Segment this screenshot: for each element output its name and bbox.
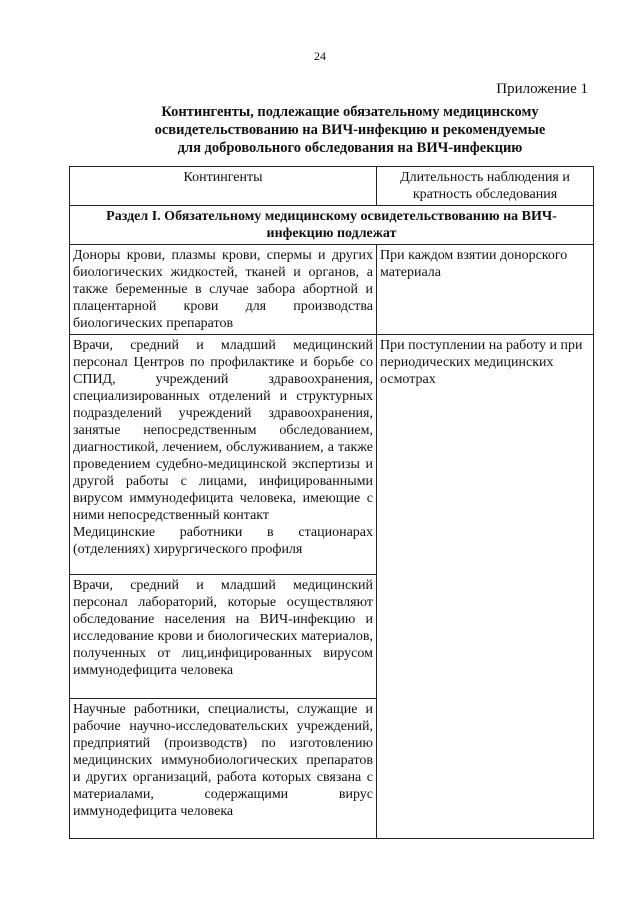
table-header-row <box>70 167 594 206</box>
merged-duration-cell <box>377 335 594 839</box>
duration-text: При поступлении на работу и при периодических медицинских осмотрах <box>380 338 583 387</box>
header-duration: Длительность наблюдения и кратность обследования <box>377 167 594 206</box>
document-title <box>100 103 600 157</box>
contingent-text: Врачи, средний и младший медицинский персонал Центров по профилактике и борьбе со СПИД, учреждений здравоохранения, специализированных отделений и структурных подразделений учреждений здравоохранения, занятые непосредственным обследованием, диагностикой, лечением, обслуживанием, а также проведением судебно-медицинской экспертизы и другой работы с лицами, инфицированными вирусом иммунодефицита человека, имеющие с ними непосредственный контакт <box>73 338 373 523</box>
contingent-cell <box>70 335 377 575</box>
appendix-label: Приложение 1 <box>496 81 588 97</box>
header-contingents: Контингенты <box>70 167 377 206</box>
contingent-cell: Врачи, средний и младший медицинский персонал лабораторий, которые осуществляют обследование населения на ВИЧ-инфекцию и исследование крови и биологических материалов, полученных от лиц,инфицированных вирусом иммунодефицита человека <box>70 575 377 699</box>
page-number: 24 <box>314 49 326 63</box>
section-row <box>70 206 594 245</box>
duration-cell: При каждом взятии донорского материала <box>377 245 594 335</box>
contingent-cell: Научные работники, специалисты, служащие и рабочие научно-исследовательских учреждений, предприятий (производств) по изготовлению медицинских иммунобиологических препаратов и других организаций, работа которых связана с материалами, содержащими вирус иммунодефицита человека <box>70 699 377 839</box>
contingents-table <box>69 166 594 839</box>
contingent-cell: Доноры крови, плазмы крови, спермы и других биологических жидкостей, тканей и органов, а также беременные в случае забора абортной и плацентарной крови для производства биологических препаратов <box>70 245 377 335</box>
title-line: для добровольного обследования на ВИЧ-инфекцию <box>177 140 523 156</box>
table-row <box>70 245 594 335</box>
section-title: Раздел I. Обязательному медицинскому освидетельствованию на ВИЧ-инфекцию подлежат <box>70 206 594 245</box>
contingent-extra-text: Медицинские работники в стационарах (отделениях) хирургического профиля <box>73 525 373 557</box>
title-line: Контингенты, подлежащие обязательному медицинскому <box>161 104 539 120</box>
title-line: освидетельствованию на ВИЧ-инфекцию и рекомендуемые <box>154 122 546 138</box>
table-row <box>70 335 594 575</box>
